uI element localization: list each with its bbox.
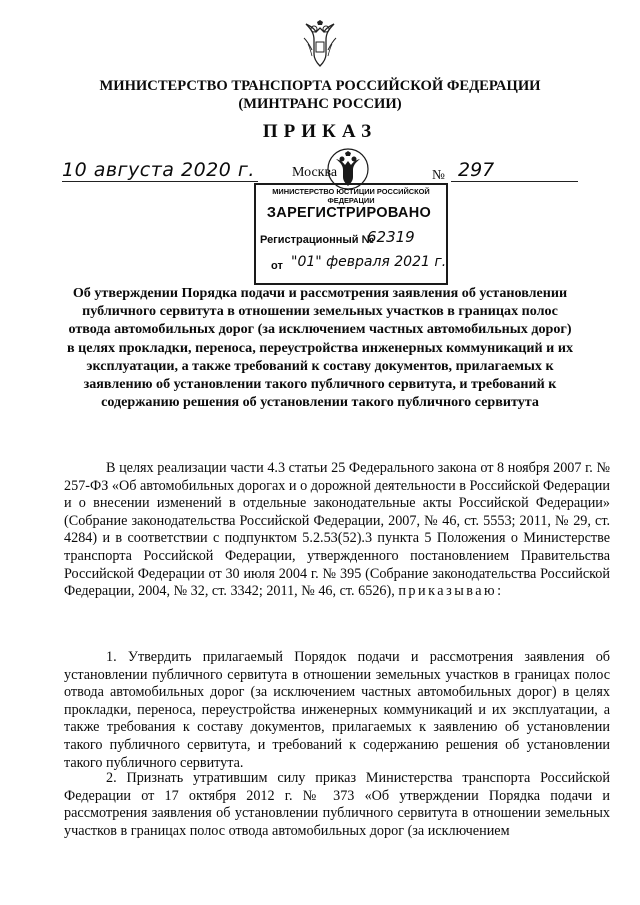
stamp-reg-number: 62319 [367,228,415,246]
order-number: 297 [458,159,495,181]
number-underline [451,181,578,182]
stamp-organization: МИНИСТЕРСТВО ЮСТИЦИИ РОССИЙСКОЙ ФЕДЕРАЦИИ [272,187,430,205]
ministry-line-2: (МИНТРАНС РОССИИ) [238,96,402,112]
russian-coat-of-arms-icon [300,20,340,68]
document-title: Об утверждении Порядка подачи и рассмотрения заявления об установлении публичного сервитута в отношении земельных участков в границах полос отвода автомобильных дорог (за исключением частных автомобильных дорог) в целях прокладки, переноса, переустройства инженерных коммуникаций и их эксплуатации, а также требований к составу документов, прилагаемых к заявлению об установлении такого публичного сервитута, и требований к содержанию решения об установлении такого публичного сервитута [66,285,573,411]
order-title: ПРИКАЗ [262,121,378,142]
order-date: 10 августа 2020 г. [62,159,255,181]
stamp-date-label: от [271,260,283,272]
number-sign: № [432,167,445,182]
city: Москва [292,165,338,180]
order-word: приказываю: [398,583,504,600]
preamble-text: В целях реализации части 4.3 статьи 25 Федерального закона от 8 ноября 2007 г. № 257-ФЗ «Об автомобильных дорогах и о дорожной деятельности в Российской Федерации и о внесении изменений в отдельные законодательные акты Российской Федерации» (Собрание законодательства Российской Федерации, 2007, № 46, ст. 5553; 2011, № 29, ст. 4284) и в соответствии с подпунктом 5.2.53(52).3 пункта 5 Положения о Министерстве транспорта Российской Федерации, утвержденного постановлением Правительства Российской Федерации от 30 июля 2004 г. № 395 (Собрание законодательства Российской Федерации, 2004, № 32, ст. 3342; 2011, № 46, ст. 6526), [64,460,610,600]
stamp-reg-number-label: Регистрационный № [260,234,374,246]
date-underline [62,181,258,182]
preamble-paragraph [64,460,610,601]
eagle-seal-icon [326,147,370,191]
ministry-name [0,77,640,113]
stamp-status: ЗАРЕГИСТРИРОВАНО [266,205,432,221]
stamp-date: "01" февраля 2021 г. [291,254,447,270]
ministry-line-1: МИНИСТЕРСТВО ТРАНСПОРТА РОССИЙСКОЙ ФЕДЕРАЦИИ [99,78,541,94]
item-2-paragraph: 2. Признать утратившим силу приказ Министерства транспорта Российской Федерации от 17 октября 2012 г. № 373 «Об утверждении Порядка подачи и рассмотрения заявления об установлении публичного сервитута в отношении земельных участков в границах полос отвода автомобильных дорог (за исключением [64,770,610,839]
item-1-paragraph: 1. Утвердить прилагаемый Порядок подачи и рассмотрения заявления об установлении публичного сервитута в отношении земельных участков в границах полос отвода автомобильных дорог (за исключением частных автомобильных дорог) в целях прокладки, переноса, переустройства инженерных коммуникаций и их эксплуатации, а также требования к составу документов, прилагаемых к заявлению об установлении такого публичного сервитута, и требований к содержанию решения об установлении такого публичного сервитута. [64,649,610,771]
